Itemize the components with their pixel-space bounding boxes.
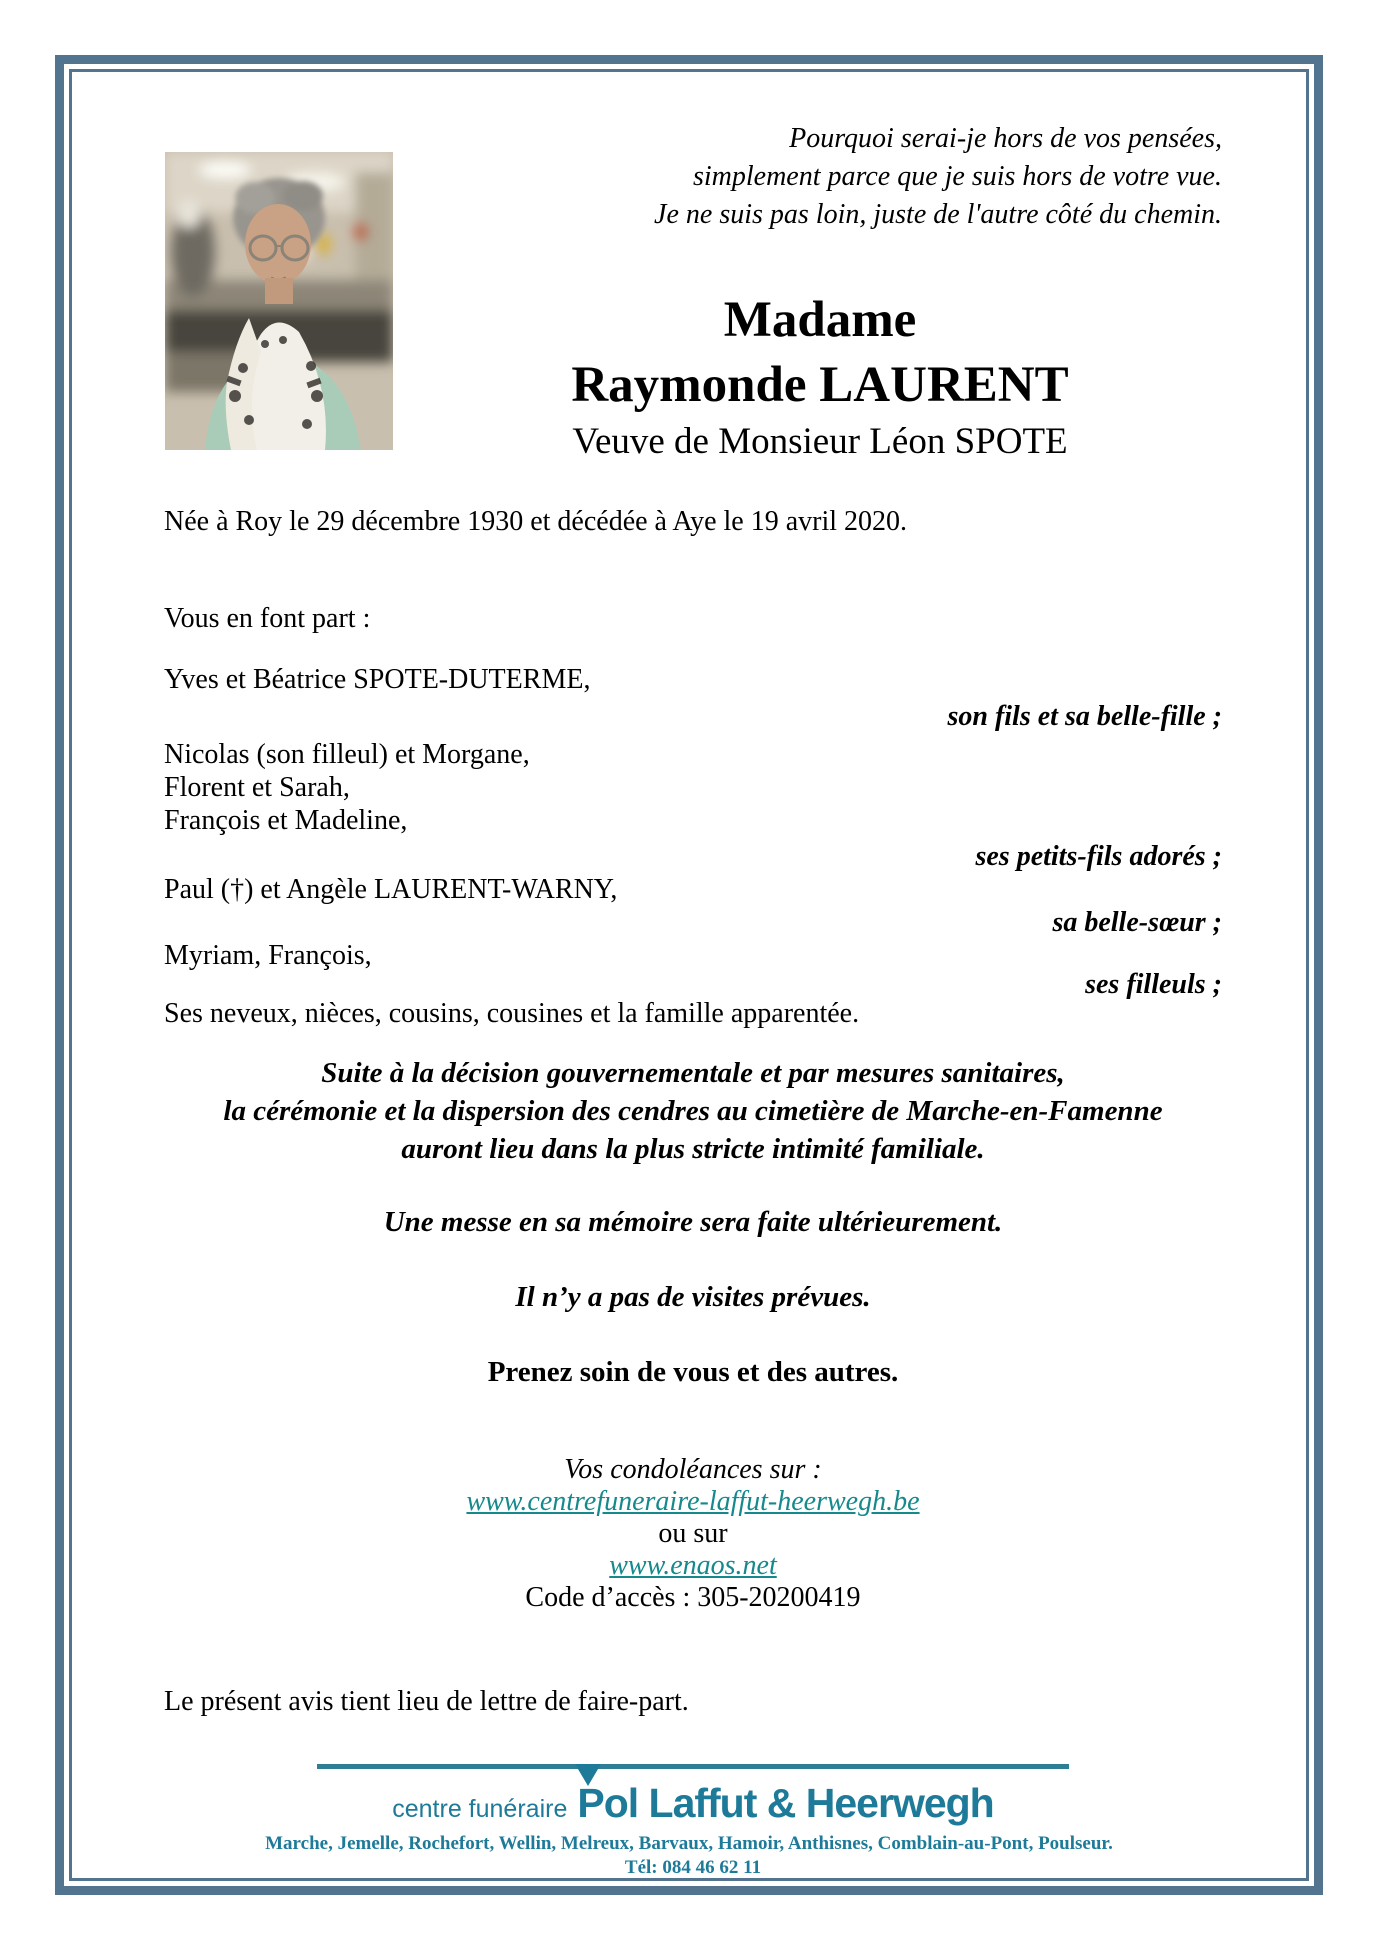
condolences-link-funeral-home[interactable]: www.centrefuneraire-laffut-heerwegh.be — [466, 1486, 920, 1517]
family-member-line: François et Madeline, — [164, 805, 408, 836]
ceremony-notice-line: auront lieu dans la plus stricte intimité familiale. — [401, 1133, 985, 1165]
family-relation-line: ses petits-fils adorés ; — [975, 841, 1222, 872]
family-member-line: Florent et Sarah, — [164, 772, 350, 803]
deceased-name: Raymonde LAURENT — [571, 357, 1069, 413]
memorial-quote — [654, 120, 1222, 234]
quote-line: simplement parce que je suis hors de votre vue. — [692, 161, 1222, 192]
funeral-home-locations: Marche, Jemelle, Rochefort, Wellin, Melreux, Barvaux, Hamoir, Anthisnes, Comblain-au-Pont, Poulseur. — [265, 1833, 1113, 1854]
family-member-line: Myriam, François, — [164, 940, 372, 971]
family-close-line: Ses neveux, nièces, cousins, cousines et la famille apparentée. — [164, 998, 860, 1029]
deceased-salutation: Madame — [723, 292, 917, 348]
widow-subtitle: Veuve de Monsieur Léon SPOTE — [572, 421, 1068, 462]
footer-rule — [317, 1764, 1069, 1769]
ceremony-notice-line: la cérémonie et la dispersion des cendres au cimetière de Marche-en-Famenne — [223, 1095, 1163, 1127]
care-notice: Prenez soin de vous et des autres. — [487, 1356, 899, 1388]
funeral-home-phone: Tél: 084 46 62 11 — [624, 1857, 762, 1878]
birth-death-line: Née à Roy le 29 décembre 1930 et décédée à Aye le 19 avril 2020. — [164, 506, 908, 537]
announcement-body — [164, 505, 1222, 1030]
ceremony-notice — [164, 1054, 1222, 1168]
access-code: Code d’accès : 305-20200419 — [525, 1582, 861, 1613]
letter-notice: Le présent avis tient lieu de lettre de faire-part. — [164, 1686, 689, 1717]
condolences-link-enaos[interactable]: www.enaos.net — [609, 1550, 777, 1581]
condolences-or-text: ou sur — [658, 1518, 728, 1549]
announcement-intro: Vous en font part : — [164, 603, 371, 634]
down-triangle-icon — [575, 1764, 601, 1786]
family-relation-line: ses filleuls ; — [1085, 969, 1222, 1000]
family-relation-line: sa belle-sœur ; — [1052, 907, 1222, 938]
funeral-home-name: Pol Laffut & Heerwegh — [577, 1780, 993, 1827]
portrait-photo — [165, 152, 393, 450]
quote-line: Je ne suis pas loin, juste de l'autre côté du chemin. — [654, 199, 1222, 230]
mass-notice: Une messe en sa mémoire sera faite ultérieurement. — [383, 1206, 1003, 1238]
quote-line: Pourquoi serai-je hors de vos pensées, — [789, 123, 1222, 154]
family-member-line: Nicolas (son filleul) et Morgane, — [164, 739, 530, 770]
deceased-title-block — [393, 288, 1247, 466]
family-member-line: Yves et Béatrice SPOTE-DUTERME, — [164, 664, 591, 695]
ceremony-notice-line: Suite à la décision gouvernementale et par mesures sanitaires, — [321, 1057, 1065, 1089]
visits-notice: Il n’y a pas de visites prévues. — [515, 1281, 871, 1313]
funeral-home-brand — [164, 1780, 1222, 1827]
family-relation-line: son fils et sa belle-fille ; — [947, 701, 1222, 732]
family-member-line: Paul (†) et Angèle LAURENT-WARNY, — [164, 874, 618, 905]
condolences-block — [164, 1454, 1222, 1614]
funeral-home-prefix: centre funéraire — [392, 1795, 568, 1823]
condolences-intro: Vos condoléances sur : — [564, 1454, 822, 1485]
